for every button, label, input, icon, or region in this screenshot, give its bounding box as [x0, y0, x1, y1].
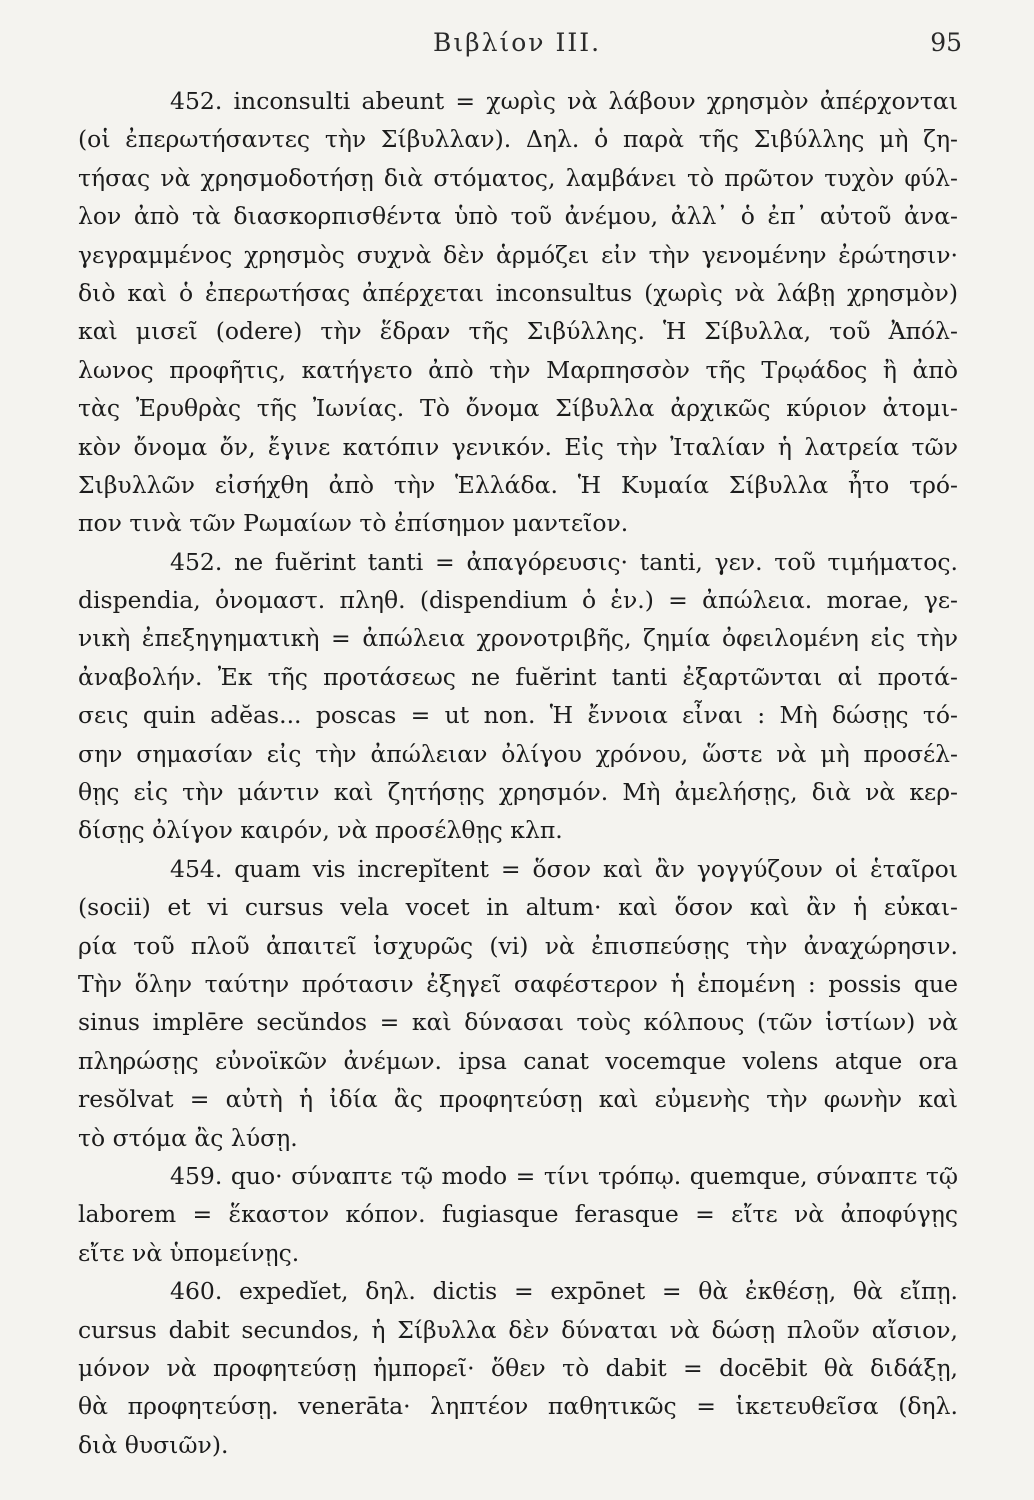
running-title: Βιβλίον III.: [432, 28, 602, 57]
text-line: πληρώσῃς εὐνοϊκῶν ἀνέμων. ipsa canat vocemque volens atque ora: [78, 1046, 958, 1075]
text-line: sinus implēre secŭndos = καὶ δύνασαι τοὺς κόλπους (τῶν ἱστίων) νὰ: [78, 1008, 958, 1037]
text-line: resŏlvat = αὐτὴ ἡ ἰδία ἂς προφητεύσῃ καὶ εὐμενὴς τὴν φωνὴν καὶ: [78, 1085, 958, 1114]
text-line: τήσας νὰ χρησμοδοτήσῃ διὰ στόματος, λαμβάνει τὸ πρῶτον τυχὸν φύλ-: [78, 163, 958, 192]
text-line: δίσῃς ὀλίγον καιρόν, νὰ προσέλθῃς κλπ.: [78, 816, 563, 845]
text-line: καὶ μισεῖ (odere) τὴν ἕδραν τῆς Σιβύλλης. Ἡ Σίβυλλα, τοῦ Ἀπόλ-: [78, 317, 958, 346]
text-line: Σιβυλλῶν εἰσήχθη ἀπὸ τὴν Ἑλλάδα. Ἡ Κυμαία Σίβυλλα ἦτο τρό-: [78, 470, 958, 499]
text-line: τὸ στόμα ἂς λύσῃ.: [78, 1123, 298, 1152]
text-line: λωνος προφῆτις, κατήγετο ἀπὸ τὴν Μαρπησσὸν τῆς Τρῳάδος ἢ ἀπὸ: [78, 355, 958, 384]
text-line: (socii) et vi cursus vela vocet in altum· καὶ ὅσον καὶ ἂν ἡ εὐκαι-: [78, 893, 958, 922]
text-line: (οἱ ἐπερωτήσαντες τὴν Σίβυλλαν). Δηλ. ὁ παρὰ τῆς Σιβύλλης μὴ ζη-: [78, 125, 958, 154]
text-line: 452. ne fuĕrint tanti = ἀπαγόρευσις· tanti, γεν. τοῦ τιμήματος.: [170, 547, 958, 576]
text-line: μόνον νὰ προφητεύσῃ ἠμπορεῖ· ὅθεν τὸ dabit = docēbit θὰ διδάξῃ,: [78, 1353, 958, 1382]
text-line: Τὴν ὅλην ταύτην πρότασιν ἐξηγεῖ σαφέστερον ἡ ἑπομένη : possis que: [78, 969, 958, 998]
text-line: θῃς εἰς τὴν μάντιν καὶ ζητήσῃς χρησμόν. Μὴ ἀμελήσῃς, διὰ νὰ κερ-: [78, 778, 958, 807]
text-line: νικὴ ἐπεξηγηματικὴ = ἀπώλεια χρονοτριβῆς, ζημία ὀφειλομένη εἰς τὴν: [78, 624, 958, 653]
text-line: διὸ καὶ ὁ ἐπερωτήσας ἀπέρχεται inconsultus (χωρὶς νὰ λάβῃ χρησμὸν): [78, 278, 958, 307]
text-line: εἴτε νὰ ὑπομείνῃς.: [78, 1238, 300, 1267]
text-line: ἀναβολήν. Ἐκ τῆς προτάσεως ne fuĕrint tanti ἐξαρτῶνται αἱ προτά-: [78, 662, 958, 691]
text-line: 459. quo· σύναπτε τῷ modo = τίνι τρόπῳ. quemque, σύναπτε τῷ: [170, 1161, 958, 1190]
text-line: τὰς Ἐρυθρὰς τῆς Ἰωνίας. Τὸ ὄνομα Σίβυλλα ἀρχικῶς κύριον ἀτομι-: [78, 394, 958, 423]
text-line: σεις quin adĕas... poscas = ut non. Ἡ ἔννοια εἶναι : Μὴ δώσῃς τό-: [78, 701, 958, 730]
page-number: 95: [930, 28, 962, 57]
text-line: σην σημασίαν εἰς τὴν ἀπώλειαν ὀλίγου χρόνου, ὥστε νὰ μὴ προσέλ-: [78, 739, 958, 768]
running-head: [72, 28, 962, 68]
text-line: 454. quam vis increpĭtent = ὅσον καὶ ἂν γογγύζουν οἱ ἑταῖροι: [170, 854, 958, 883]
text-line: dispendia, ὀνομαστ. πληθ. (dispendium ὁ ἑν.) = ἀπώλεια. morae, γε-: [78, 586, 958, 615]
text-line: ρία τοῦ πλοῦ ἀπαιτεῖ ἰσχυρῶς (vi) νὰ ἐπισπεύσῃς τὴν ἀναχώρησιν.: [78, 931, 958, 960]
text-line: laborem = ἕκαστον κόπον. fugiasque ferasque = εἴτε νὰ ἀποφύγῃς: [78, 1200, 958, 1229]
text-line: 460. expedĭet, δηλ. dictis = expōnet = θὰ ἐκθέσῃ, θὰ εἴπῃ.: [170, 1277, 958, 1306]
text-line: κὸν ὄνομα ὄν, ἔγινε κατόπιν γενικόν. Εἰς τὴν Ἰταλίαν ἡ λατρεία τῶν: [78, 432, 958, 461]
text-line: θὰ προφητεύσῃ. venerāta· ληπτέον παθητικῶς = ἱκετευθεῖσα (δηλ.: [78, 1392, 958, 1421]
text-line: cursus dabit secundos, ἡ Σίβυλλα δὲν δύναται νὰ δώσῃ πλοῦν αἴσιον,: [78, 1315, 958, 1344]
text-line: γεγραμμένος χρησμὸς συχνὰ δὲν ἁρμόζει εἰν τὴν γενομένην ἐρώτησιν·: [78, 240, 958, 269]
text-line: διὰ θυσιῶν).: [78, 1430, 229, 1459]
text-line: πον τινὰ τῶν Ρωμαίων τὸ ἐπίσημον μαντεῖον.: [78, 509, 629, 538]
text-line: 452. inconsulti abeunt = χωρὶς νὰ λάβουν χρησμὸν ἀπέρχονται: [170, 87, 958, 115]
commentary-text: [78, 82, 958, 1464]
text-line: λον ἀπὸ τὰ διασκορπισθέντα ὑπὸ τοῦ ἀνέμου, ἀλλ᾽ ὁ ἐπ᾽ αὐτοῦ ἀνα-: [78, 202, 958, 231]
